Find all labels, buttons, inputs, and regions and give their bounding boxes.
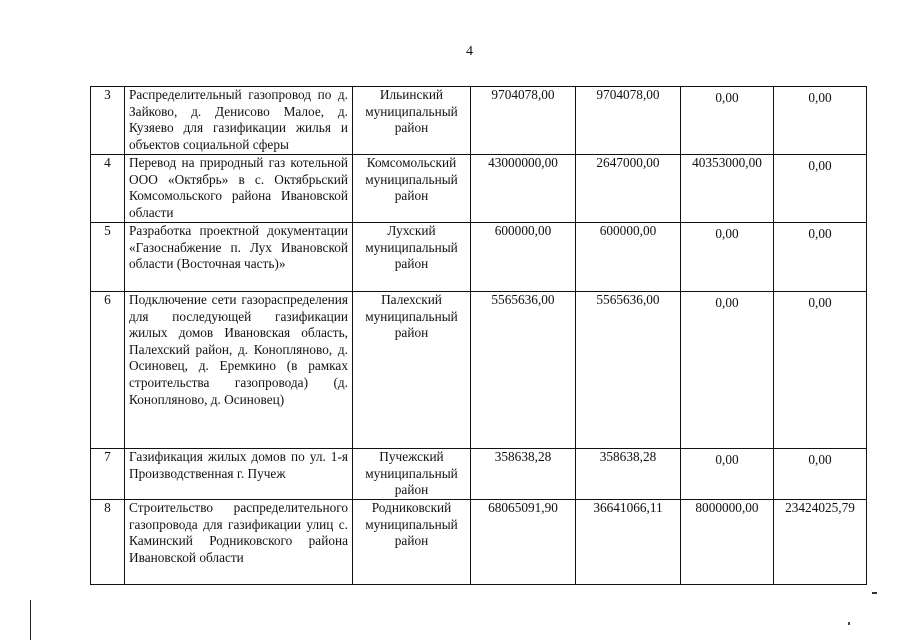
table-row (91, 449, 867, 500)
table-row (91, 292, 867, 449)
scan-edge-mark (30, 600, 31, 640)
value-col-4: 23424025,79 (774, 500, 867, 585)
total-value: 9704078,00 (471, 87, 576, 155)
value-col-3: 8000000,00 (681, 500, 774, 585)
district: Палехский муниципальный район (353, 292, 471, 449)
row-number: 7 (91, 449, 125, 500)
row-number: 3 (91, 87, 125, 155)
scan-dot-mark (848, 622, 850, 625)
value-col-3: 0,00 (681, 223, 774, 292)
value-col-2: 5565636,00 (576, 292, 681, 449)
total-value: 600000,00 (471, 223, 576, 292)
total-value: 358638,28 (471, 449, 576, 500)
object-name: Разработка проектной документации «Газоснабжение п. Лух Ивановской области (Восточная часть)» (125, 223, 353, 292)
object-name: Подключение сети газораспределения для последующей газификации жилых домов Ивановская область, Палехский район, д. Конопляново, д. Осиновец, д. Еремкино (в рамках строительства газопровода) (д. Конопляново, д. Осиновец) (125, 292, 353, 449)
table-row (91, 500, 867, 585)
district: Ильинский муниципальный район (353, 87, 471, 155)
value-col-2: 600000,00 (576, 223, 681, 292)
district: Родниковский муниципальный район (353, 500, 471, 585)
value-col-2: 9704078,00 (576, 87, 681, 155)
value-col-2: 2647000,00 (576, 155, 681, 223)
value-col-3: 0,00 (681, 449, 774, 500)
financing-table (90, 86, 867, 585)
value-col-4: 0,00 (774, 87, 867, 155)
value-col-4: 0,00 (774, 449, 867, 500)
total-value: 5565636,00 (471, 292, 576, 449)
object-name: Распределительный газопровод по д. Зайково, д. Денисово Малое, д. Кузяево для газификации жилья и объектов социальной сферы (125, 87, 353, 155)
total-value: 68065091,90 (471, 500, 576, 585)
total-value: 43000000,00 (471, 155, 576, 223)
row-number: 8 (91, 500, 125, 585)
row-number: 6 (91, 292, 125, 449)
district: Пучежский муниципальный район (353, 449, 471, 500)
scan-speck-mark (872, 592, 877, 594)
value-col-2: 358638,28 (576, 449, 681, 500)
row-number: 4 (91, 155, 125, 223)
object-name: Перевод на природный газ котельной ООО «Октябрь» в с. Октябрьский Комсомольского района Ивановской области (125, 155, 353, 223)
table-row (91, 155, 867, 223)
value-col-3: 0,00 (681, 292, 774, 449)
table-row (91, 87, 867, 155)
value-col-2: 36641066,11 (576, 500, 681, 585)
value-col-4: 0,00 (774, 223, 867, 292)
object-name: Строительство распределительного газопровода для газификации улиц с. Каминский Родниковского района Ивановской области (125, 500, 353, 585)
value-col-3: 40353000,00 (681, 155, 774, 223)
value-col-4: 0,00 (774, 155, 867, 223)
district: Комсомольский муниципальный район (353, 155, 471, 223)
table-row (91, 223, 867, 292)
table-body (91, 87, 867, 585)
district: Лухский муниципальный район (353, 223, 471, 292)
value-col-3: 0,00 (681, 87, 774, 155)
row-number: 5 (91, 223, 125, 292)
page-number: 4 (466, 44, 473, 59)
object-name: Газификация жилых домов по ул. 1-я Производственная г. Пучеж (125, 449, 353, 500)
value-col-4: 0,00 (774, 292, 867, 449)
